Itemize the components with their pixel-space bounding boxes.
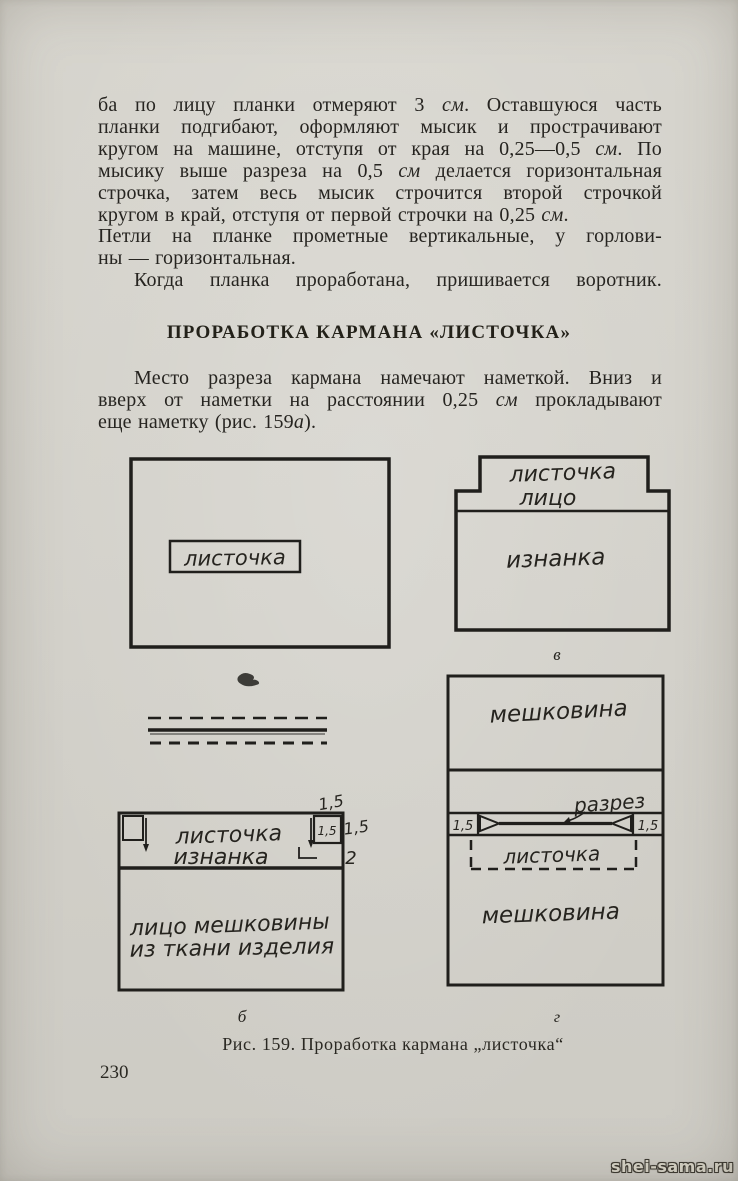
figure-panel-v [456,457,669,664]
text-line: Место разреза кармана намечают наметкой. Вниз и [134,367,662,389]
panel-letter-g: г [553,1009,561,1026]
dim-2: 2 [345,848,357,869]
paragraph-pocket-intro [98,368,662,434]
welt-face-label-1: листочка [509,459,617,488]
text-line: кругом на машине, отступя от края на 0,25—0,5 см. По [98,137,663,160]
panel-letter-b: б [237,1007,247,1026]
figure-panel-g [448,676,663,1026]
text-line: еще наметку (рис. 159а). [98,410,317,433]
sacking-top-label: мешковина [488,695,629,729]
ink-smudge [237,673,259,686]
text-line: ба по лицу планки отмеряют 3 см. Оставшуюся часть [98,94,662,116]
dim-1-5-right: 1,5 [342,816,371,839]
welt-basted-label: листочка [502,841,601,869]
text-line: вверх от наметки на расстоянии 0,25 см прокладывают [98,388,662,411]
welt-wrong-label-1: листочка [175,821,283,850]
figure-panel-a [131,459,389,743]
text-line: ны — горизонтальная. [98,247,296,270]
sacking-face-label-1: лицо мешковины [129,909,331,942]
dim-1-5-box: 1,5 [317,824,337,838]
figure-panel-b [119,791,370,1026]
cut-label: разрез [573,788,646,818]
figure-caption: Рис. 159. Проработка кармана „листочка“ [222,1034,564,1054]
page-number: 230 [100,1062,129,1083]
dim-1-5-right-cell: 1,5 [637,819,659,834]
text-line: строчка, затем весь мысик строчится второй строчкой [98,181,662,204]
watermark: shei-sama.ru [610,1157,734,1176]
dim-1-5-left-cell: 1,5 [452,819,474,834]
panel-letter-v: в [553,645,561,664]
basting-lines [148,718,327,743]
welt-label: листочка [183,545,286,571]
section-heading: ПРОРАБОТКА КАРМАНА «ЛИСТОЧКА» [166,322,572,343]
sacking-bottom-label: мешковина [481,898,621,930]
text-line: Когда планка проработана, пришивается воротник. [134,269,662,292]
welt-face-label-2: лицо [519,486,577,511]
text-line: планки подгибают, оформляют мысик и прострачивают [98,115,662,138]
text-line: Петли на планке прометные вертикальные, у горлови- [98,225,662,248]
figure-159-drawing [0,450,738,1050]
sacking-face-label-2: из ткани изделия [129,934,335,963]
lining-label: изнанка [505,544,606,574]
welt-wrong-label-2: изнанка [173,845,269,870]
text-line: кругом в край, отступя от первой строчки на 0,25 см. [98,203,569,226]
dim-1-5-top: 1,5 [316,791,346,815]
text-line: мысику выше разреза на 0,5 см делается горизонтальная [98,159,662,182]
paragraph-placket [98,95,662,292]
